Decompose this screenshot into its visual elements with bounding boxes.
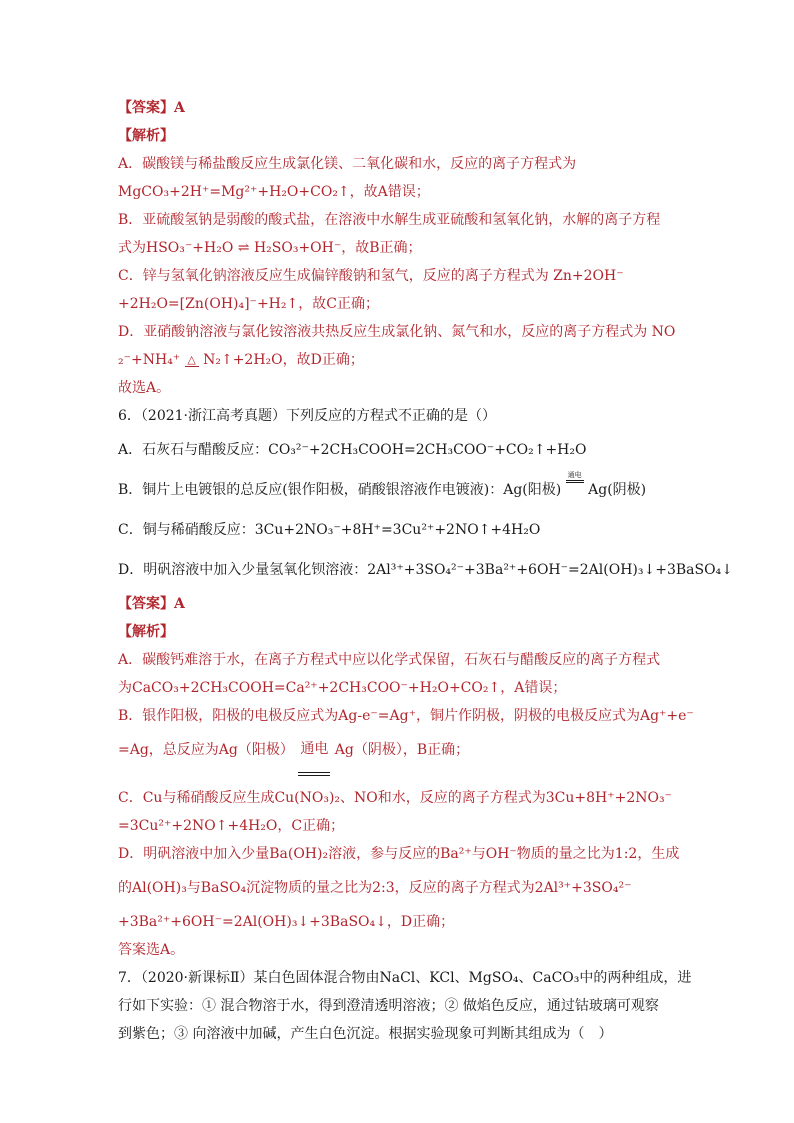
q6-analysis-b-line1: B．银作阳极，阳极的电极反应式为Ag-e⁻=Ag⁺，铜片作阴极，阴极的电极反应式为Ag⁺+e⁻ (118, 708, 694, 724)
q5-analysis-b-line2: 式为HSO₃⁻+H₂O ⇌ H₂SO₃+OH⁻，故B正确； (118, 240, 422, 256)
q5-analysis-a-line2: MgCO₃+2H⁺=Mg²⁺+H₂O+CO₂↑，故A错误； (118, 184, 430, 200)
q6-option-a: A．石灰石与醋酸反应：CO₃²⁻+2CH₃COOH=2CH₃COO⁻+CO₂↑+H₂O (118, 442, 587, 458)
q6-analysis-heading: 【解析】 (118, 624, 174, 640)
q5-d-equation-right: N₂↑+2H₂O，故D正确； (203, 352, 364, 368)
q6-analysis-c-line1: C．Cu与稀硝酸反应生成Cu(NO₃)₂、NO和水，反应的离子方程式为3Cu+8H⁺+2NO₃⁻ (118, 790, 673, 806)
q6-option-d: D．明矾溶液中加入少量氢氧化钡溶液：2Al³⁺+3SO₄²⁻+3Ba²⁺+6OH⁻=2Al(OH)₃↓+3BaSO₄↓ (118, 562, 733, 578)
q5-analysis-b-line1: B．亚硫酸氢钠是弱酸的酸式盐，在溶液中水解生成亚硫酸和氢氧化钠，水解的离子方程 (118, 212, 661, 228)
q6-option-b-product: Ag(阴极) (588, 482, 647, 498)
q6-option-b-text: B．铜片上电镀银的总反应(银作阳极，硝酸银溶液作电镀液)：Ag(阳极) (118, 482, 562, 498)
heating-symbol: △ (185, 353, 199, 367)
q6-option-c: C．铜与稀硝酸反应：3Cu+2NO₃⁻+8H⁺=3Cu²⁺+2NO↑+4H₂O (118, 522, 541, 538)
document-page (118, 94, 733, 1048)
q5-analysis-c-line2: +2H₂O=[Zn(OH)₄]⁻+H₂↑，故C正确； (118, 296, 379, 312)
q5-analysis-d-line2 (118, 346, 678, 374)
spacer (118, 770, 678, 784)
q6-analysis-a-line1: A．碳酸钙难溶于水，在离子方程式中应以化学式保留，石灰石与醋酸反应的离子方程式 (118, 652, 661, 668)
q6-answer: 【答案】A (118, 596, 185, 612)
q5-analysis-c-line1: C．锌与氢氧化钠溶液反应生成偏锌酸钠和氢气，反应的离子方程式为 Zn+2OH⁻ (118, 268, 624, 284)
q5-analysis-a-line1: A．碳酸镁与稀盐酸反应生成氯化镁、二氧化碳和水，反应的离子方程式为 (118, 156, 577, 172)
q6-analysis-a-line2: 为CaCO₃+2CH₃COOH=Ca²⁺+2CH₃COO⁻+H₂O+CO₂↑，A错误； (118, 680, 567, 696)
electrolysis-label: 通电 (300, 741, 329, 757)
q6-analysis-d-line2: 的Al(OH)₃与BaSO₄沉淀物质的量之比为2:3，反应的离子方程式为2Al³⁺+3SO₄²⁻ (118, 880, 632, 896)
q5-analysis-heading: 【解析】 (118, 128, 174, 144)
q5-analysis-d-line1: D．亚硝酸钠溶液与氯化铵溶液共热反应生成氯化钠、氮气和水，反应的离子方程式为 NO (118, 324, 676, 340)
electrolysis-sign: 通电 (567, 471, 582, 479)
q5-conclusion: 故选A。 (118, 380, 171, 396)
double-line (298, 772, 330, 776)
q5-d-equation-left: ₂⁻+NH₄⁺ (118, 352, 181, 368)
q6-conclusion: 答案选A。 (118, 942, 185, 958)
q5-answer: 【答案】A (118, 100, 185, 116)
q6-b-equation-left: =Ag，总反应为Ag（阳极） (118, 742, 294, 758)
q7-line3: 到紫色；③ 向溶液中加碱，产生白色沉淀。根据实验现象可判断其组成为（ ） (118, 1026, 613, 1042)
q6-b-equation-right: Ag（阴极），B正确； (334, 742, 470, 758)
q7-line1: 7．（2020·新课标Ⅱ）某白色固体混合物由NaCl、KCl、MgSO₄、CaCO₃中的两种组成，进 (118, 970, 692, 986)
q6-analysis-c-line2: =3Cu²⁺+2NO↑+4H₂O，C正确； (118, 818, 345, 834)
q6-analysis-d-line1: D．明矾溶液中加入少量Ba(OH)₂溶液，参与反应的Ba²⁺与OH⁻物质的量之比为1:2，生成 (118, 846, 680, 862)
q6-stem: 6．（2021·浙江高考真题）下列反应的方程式不正确的是（） (118, 408, 496, 424)
q6-analysis-d-line3: +3Ba²⁺+6OH⁻=2Al(OH)₃↓+3BaSO₄↓，D正确； (118, 914, 455, 930)
q6-option-b (118, 470, 678, 510)
q6-analysis-b-line2 (118, 730, 678, 770)
q7-line2: 行如下实验：① 混合物溶于水，得到澄清透明溶液；② 做焰色反应，通过钴玻璃可观察 (118, 998, 659, 1014)
